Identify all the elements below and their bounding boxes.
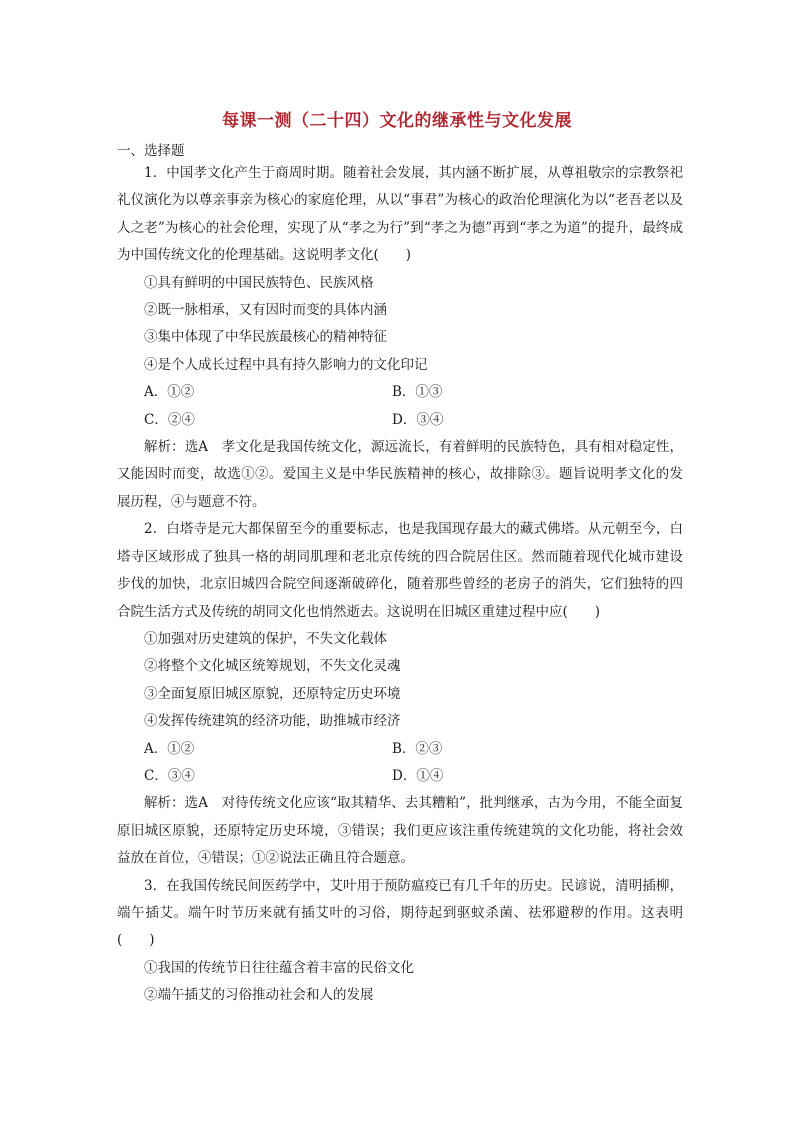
page-title: 每课一测（二十四）文化的继承性与文化发展 <box>222 111 572 131</box>
question-2-option: ②将整个文化城区统筹规划，不失文化灵魂 <box>144 658 401 675</box>
question-2-choices-row <box>117 763 683 790</box>
question-1-stem: 1．中国孝文化产生于商周时期。随着社会发展，其内涵不断扩展，从尊祖敬宗的宗教祭祀礼仪演化为以尊亲事亲为核心的家庭伦理，从以“事君”为核心的政治伦理演化为以“老吾老以及人之老”为核心的社会伦理，实现了从“孝之为行”到“孝之为德”再到“孝之为道”的提升，最终成为中国传统文化的伦理基础。这说明孝文化( ) <box>117 165 683 264</box>
question-1-choices-row <box>117 379 683 406</box>
question-2-choices-row <box>117 736 683 763</box>
choice-b: B．②③ <box>392 740 443 757</box>
question-1-option: ③集中体现了中华民族最核心的精神特征 <box>144 329 387 346</box>
question-list <box>117 160 683 1010</box>
question-1-option: ①具有鲜明的中国民族特色、民族风格 <box>144 274 374 291</box>
choice-a: A．①② <box>144 740 195 757</box>
question-3-option: ②端午插艾的习俗推动社会和人的发展 <box>144 987 374 1004</box>
question-1-analysis: 解析：选A 孝文化是我国传统文化，源远流长，有着鲜明的民族特色，具有相对稳定性，又能因时而变，故选①②。爱国主义是中华民族精神的核心，故排除③。题旨说明孝文化的发展历程，④与题意不符。 <box>117 439 683 510</box>
choice-b: B．①③ <box>392 384 443 401</box>
choice-a: A．①② <box>144 384 195 401</box>
choice-d: D．③④ <box>392 411 444 428</box>
choice-d: D．①④ <box>392 767 444 784</box>
question-3-option: ①我国的传统节日往往蕴含着丰富的民俗文化 <box>144 959 414 976</box>
question-2-option: ③全面复原旧城区原貌，还原特定历史环境 <box>144 685 401 702</box>
choice-c: C．③④ <box>144 767 195 784</box>
question-2-option: ④发挥传统建筑的经济功能，助推城市经济 <box>144 713 401 730</box>
question-2-analysis: 解析：选A 对待传统文化应该“取其精华、去其糟粕”，批判继承，古为今用，不能全面复原旧城区原貌，还原特定历史环境，③错误；我们更应该注重传统建筑的文化功能，将社会效益放在首位，④错误；①②说法正确且符合题意。 <box>117 795 683 867</box>
question-1-choices-row <box>117 407 683 434</box>
question-3-stem: 3．在我国传统民间医药学中，艾叶用于预防瘟疫已有几千年的历史。民谚说，清明插柳，端午插艾。端午时节历来就有插艾叶的习俗，期待起到驱蚊杀菌、祛邪避秽的作用。这表明( ) <box>117 877 683 949</box>
section-heading: 一、选择题 <box>117 143 185 159</box>
question-1-option: ④是个人成长过程中具有持久影响力的文化印记 <box>144 356 428 373</box>
question-2-option: ①加强对历史建筑的保护，不失文化载体 <box>144 630 387 647</box>
question-2-stem: 2．白塔寺是元大都保留至今的重要标志，也是我国现存最大的藏式佛塔。从元朝至今，白塔寺区域形成了独具一格的胡同肌理和老北京传统的四合院居住区。然而随着现代化城市建设步伐的加快，北京旧城四合院空间逐渐破碎化，随着那些曾经的老房子的消失，它们独特的四合院生活方式及传统的胡同文化也悄然逝去。这说明在旧城区重建过程中应( ) <box>117 521 683 620</box>
choice-c: C．②④ <box>144 411 195 428</box>
question-1-option: ②既一脉相承，又有因时而变的具体内涵 <box>144 302 387 319</box>
